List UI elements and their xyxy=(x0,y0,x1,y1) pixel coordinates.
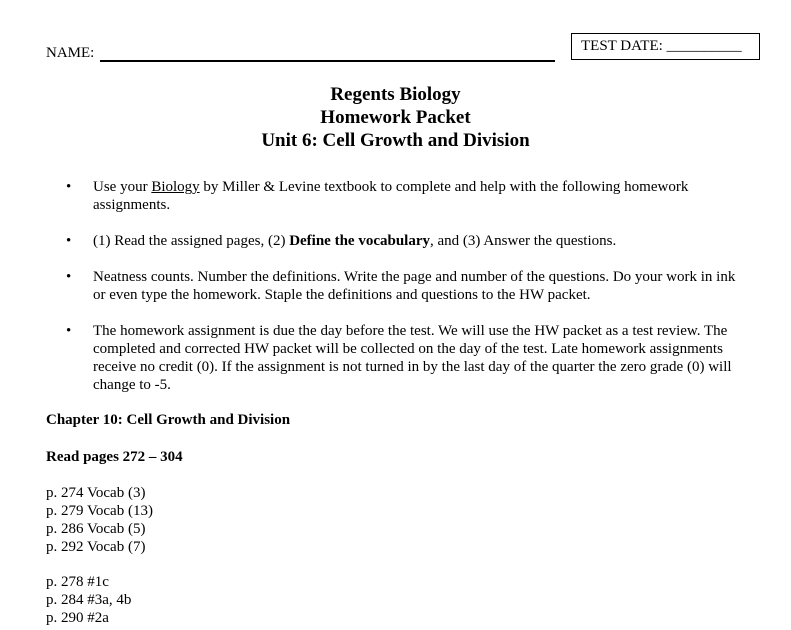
test-date-label: TEST DATE: xyxy=(581,38,663,54)
define-vocab-emphasis: Define the vocabulary xyxy=(289,233,431,249)
name-label: NAME: xyxy=(46,45,95,61)
title-unit: Unit 6: Cell Growth and Division xyxy=(261,130,530,151)
packet-title xyxy=(0,83,791,152)
bullet-icon: • xyxy=(66,323,72,339)
instruction-item: • (1) Read the assigned pages, (2) Define the vocabulary, and (3) Answer the questions. xyxy=(66,233,617,249)
bullet-icon: • xyxy=(66,233,72,249)
name-blank-line xyxy=(100,44,555,62)
instruction-item: • Use your Biology by Miller & Levine textbook to complete and help with the following homework assignments. xyxy=(66,179,689,213)
question-item: p. 278 #1c xyxy=(46,574,109,590)
bullet-icon: • xyxy=(66,269,72,285)
question-item: p. 284 #3a, 4b xyxy=(46,592,132,608)
name-field xyxy=(46,44,555,62)
instruction-item: • The homework assignment is due the day before the test. We will use the HW packet as a test review. The completed and corrected HW packet will be collected on the day of the test. Late homework assignments receive no credit (0). If the assignment is not turned in by the last day of the quarter the zero grade (0) will change to -5. xyxy=(66,323,732,393)
test-date-blank: __________ xyxy=(666,38,742,54)
instructions-list xyxy=(66,178,746,394)
bullet-icon: • xyxy=(66,179,72,195)
question-assignment-list xyxy=(46,573,131,627)
title-packet: Homework Packet xyxy=(320,107,471,128)
vocab-item: p. 279 Vocab (13) xyxy=(46,503,153,519)
vocab-item: p. 286 Vocab (5) xyxy=(46,521,146,537)
vocab-item: p. 292 Vocab (7) xyxy=(46,539,146,555)
test-date-box xyxy=(571,33,760,60)
vocab-item: p. 274 Vocab (3) xyxy=(46,485,146,501)
title-course: Regents Biology xyxy=(330,84,461,105)
read-pages-heading: Read pages 272 – 304 xyxy=(46,449,183,465)
textbook-title: Biology xyxy=(151,179,200,195)
vocab-assignment-list xyxy=(46,484,153,556)
instruction-item: • Neatness counts. Number the definitions. Write the page and number of the questions. Do your work in ink or even type the homework. Staple the definitions and questions to the HW packet. xyxy=(66,269,736,303)
chapter-heading: Chapter 10: Cell Growth and Division xyxy=(46,412,291,428)
question-item: p. 290 #2a xyxy=(46,610,109,626)
